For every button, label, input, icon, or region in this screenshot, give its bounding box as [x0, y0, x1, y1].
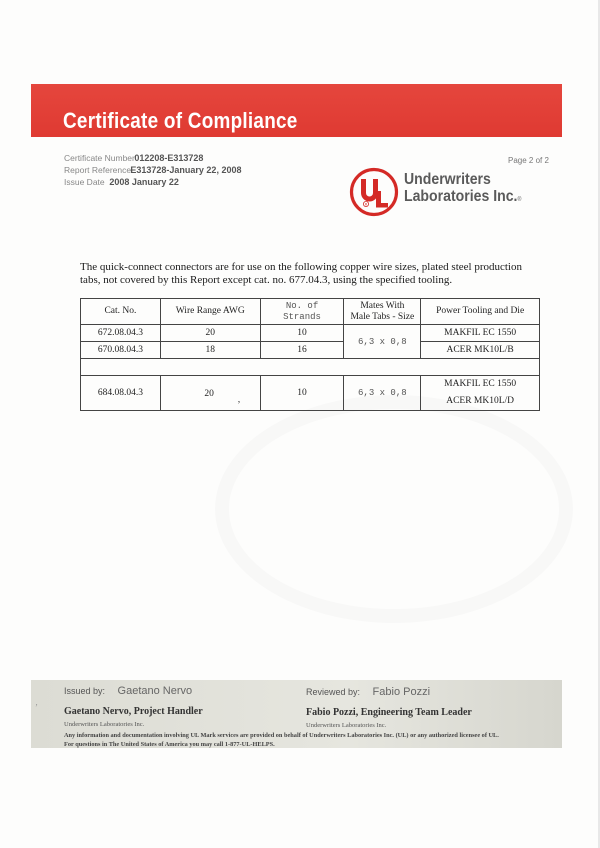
page-indicator: Page 2 of 2: [508, 156, 549, 165]
report-reference-label: Report Reference: [64, 165, 132, 175]
cell-tooling: [421, 376, 540, 411]
header-cat-no: Cat. No.: [81, 299, 161, 325]
scan-mark: ‚: [35, 697, 38, 707]
issue-date-row: [64, 176, 241, 188]
certificate-number: 012208-E313728: [134, 153, 204, 163]
reviewer-org: Underwriters Laboratories Inc.: [306, 722, 387, 729]
tooling-line2: ACER MK10L/D: [446, 396, 515, 406]
page-title: Certificate of Compliance: [63, 108, 298, 133]
cell-wire-range: 18: [160, 342, 260, 359]
issue-date-label: Issue Date: [64, 177, 105, 187]
pen-mark: ,: [237, 393, 241, 404]
issue-date: 2008 January 22: [109, 177, 179, 187]
cell-tooling-2: ACER MK10L/B: [421, 342, 540, 359]
connector-spec-table: [80, 298, 540, 411]
disclaimer-line2: For questions in The United States of America you may call 1-877-UL-HELPS.: [64, 741, 275, 748]
ul-watermark: [215, 395, 573, 623]
cell-strands: 10: [260, 376, 344, 411]
reviewed-by-signature: Fabio Pozzi: [372, 686, 431, 698]
header-tooling: Power Tooling and Die: [421, 299, 540, 325]
tooling-line1: MAKFIL EC 1550: [444, 379, 517, 389]
header-mates: [344, 299, 421, 325]
cell-wire-range: 20: [160, 325, 260, 342]
header-strands-line2: Strands: [283, 311, 321, 322]
certificate-number-label: Certificate Number: [64, 153, 135, 163]
ul-name-line1: Underwriters: [404, 171, 491, 188]
cell-wire-range: [160, 376, 260, 411]
ul-logo-icon: [349, 167, 399, 217]
intro-paragraph: The quick-connect connectors are for use on the following copper wire sizes, plated steel production tabs, not covered by this Report except cat. no. 677.04.3, using the specified tooling.: [80, 261, 522, 286]
ul-name-line2: Laboratories Inc.: [404, 188, 518, 205]
header-mates-line2: Male Tabs - Size: [350, 311, 415, 322]
disclaimer-line1: Any information and documentation involving UL Mark services are provided on behalf of Underwriters Laboratories Inc. (UL) or any authorized licensee of UL.: [64, 732, 499, 739]
spacer-cell: [81, 359, 540, 376]
certificate-number-row: [64, 152, 241, 164]
reviewed-by-label: Reviewed by:: [306, 687, 361, 697]
cell-mates: 6,3 x 0,8: [344, 376, 421, 411]
issued-by: [64, 685, 192, 697]
header-strands-line1: No. of: [285, 300, 319, 311]
cell-strands: 16: [260, 342, 344, 359]
cell-cat-no: 672.08.04.3: [81, 325, 161, 342]
table-row: [81, 325, 540, 342]
cell-mates: 6,3 x 0,8: [344, 325, 421, 359]
report-reference: E313728-January 22, 2008: [130, 165, 242, 175]
issuer-org: Underwriters Laboratories Inc.: [64, 721, 145, 728]
reviewed-by: [306, 686, 430, 698]
table-row: [81, 376, 540, 411]
certificate-meta: [64, 152, 241, 188]
cell-strands: 10: [260, 325, 344, 342]
cell-cat-no: 670.08.04.3: [81, 342, 161, 359]
issued-by-signature: Gaetano Nervo: [117, 685, 193, 697]
registered-mark: ®: [517, 197, 522, 203]
wire-range-value: 20: [204, 388, 214, 399]
disclaimer: [64, 731, 499, 749]
table-header-row: [81, 299, 540, 325]
table-spacer-row: [81, 359, 540, 376]
cell-cat-no: 684.08.04.3: [81, 376, 161, 411]
header-mates-line1: Mates With: [360, 300, 405, 311]
reviewer-name-title: Fabio Pozzi, Engineering Team Leader: [306, 707, 472, 718]
issued-by-label: Issued by:: [64, 686, 106, 696]
table-row: [81, 342, 540, 359]
issuer-name-title: Gaetano Nervo, Project Handler: [64, 706, 203, 717]
cell-tooling-1: MAKFIL EC 1550: [421, 325, 540, 342]
ul-company-name: [404, 171, 521, 209]
ul-name-line2-wrap: [404, 188, 521, 209]
header-wire-range: Wire Range AWG: [160, 299, 260, 325]
report-reference-row: [64, 164, 241, 176]
svg-text:R: R: [364, 202, 368, 207]
header-strands: [260, 299, 344, 325]
